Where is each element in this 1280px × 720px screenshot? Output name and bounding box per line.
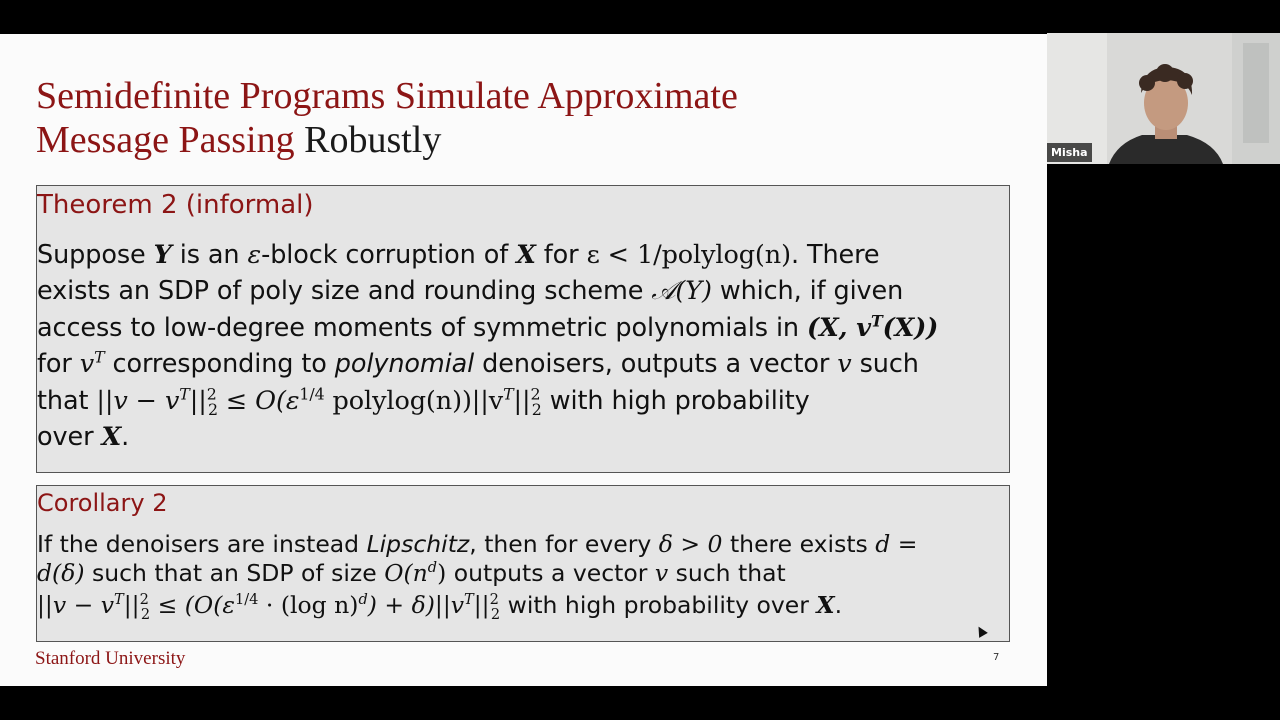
page-number: 7 — [993, 652, 1000, 663]
theorem-line-5: that $||v - v^T||^2_2 \le O(\varepsilon^{1/4}$ $polylog(n))||v^T||^2_2$ with high probability — [37, 384, 810, 420]
corollary-heading: Corollary 2 — [37, 489, 168, 517]
theorem-heading: Theorem 2 (informal) — [37, 190, 314, 220]
theorem-line-4: for $v^T$ corresponding to polynomial denoisers, outputs a vector v such — [37, 347, 919, 379]
title-colored-line2: Message Passing — [36, 119, 295, 161]
theorem-line-2: exists an SDP of poly size and rounding scheme 𝒜(Y) which, if given — [37, 276, 904, 306]
corollary-box — [36, 485, 1010, 642]
slide — [0, 34, 1047, 686]
corollary-line-2: d(δ) such that an SDP of size $O(n^d)$ outputs a vector v such that — [37, 559, 786, 587]
title-plain: Robustly — [294, 119, 442, 161]
title-colored-line1: Semidefinite Programs Simulate Approximate — [36, 75, 738, 117]
footer-logo-text: Stanford University — [35, 648, 186, 669]
theorem-line-6: over X. — [37, 422, 130, 452]
theorem-line-3: access to low-degree moments of symmetric polynomials in (X, $v^T(X)$) — [37, 311, 939, 343]
participant-name-tag: Misha — [1047, 143, 1092, 162]
corollary-line-3: $||v - v^T||^2_2 \le (O(\varepsilon^{1/4} \cdot (\log$ $n)^d) + \delta)||v^T||^2_2$ with high probability over X. — [37, 591, 843, 623]
theorem-line-1: Suppose Y is an ε-block corruption of X for ε < 1/polylog(n). There — [37, 240, 880, 270]
slide-title — [36, 74, 738, 162]
participant-video[interactable] — [1047, 33, 1280, 164]
theorem-box — [36, 185, 1010, 473]
corollary-line-1: If the denoisers are instead Lipschitz, then for every δ > 0 there exists d = — [37, 530, 918, 558]
